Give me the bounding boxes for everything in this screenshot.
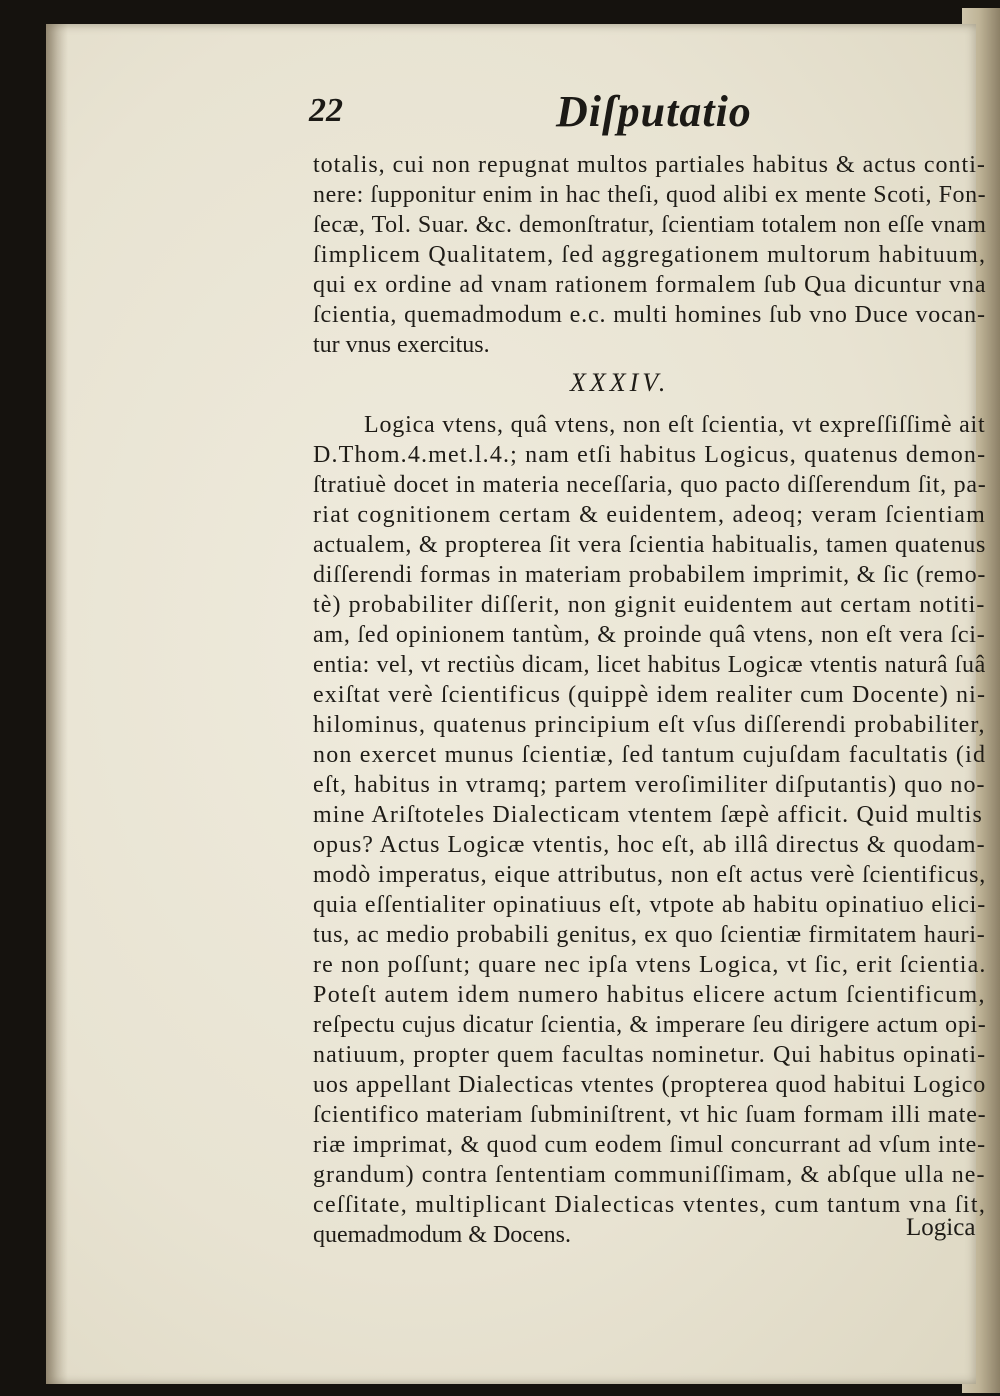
- text-line: am, ſed opinionem tantùm, & proinde quâ vtens, non eſt vera ſci-: [313, 622, 986, 648]
- text-line: actualem, & propterea ſit vera ſcientia habitualis, tamen quatenus: [313, 532, 987, 558]
- catchword: Logica: [906, 1214, 976, 1241]
- text-line: tus, ac medio probabili genitus, ex quo ſcientiæ firmitatem hauri-: [313, 922, 986, 948]
- text-line: ſcientifico materiam ſubminiſtrent, vt hic ſuam formam illi mate-: [313, 1102, 987, 1128]
- text-line: modò imperatus, eique attributus, non eſt actus verè ſcientificus,: [313, 862, 987, 888]
- text-line: D.Thom.4.met.l.4.; nam etſi habitus Logicus, quatenus demon-: [313, 442, 987, 468]
- text-line: natiuum, propter quem facultas nominetur. Qui habitus opinati-: [313, 1042, 987, 1068]
- page-number: 22: [309, 92, 343, 129]
- text-line: tur vnus exercitus.: [313, 332, 490, 358]
- text-line: hilominus, quatenus principium eſt vſus diſſerendi probabiliter,: [313, 712, 986, 738]
- text-line: ſtratiuè docet in materia neceſſaria, quo pacto diſſerendum ſit, pa-: [313, 472, 987, 498]
- text-line: exiſtat verè ſcientificus (quippè idem realiter cum Docente) ni-: [313, 682, 987, 708]
- text-line: qui ex ordine ad vnam rationem formalem ſub Qua dicuntur vna: [313, 272, 987, 298]
- text-line: nere: ſupponitur enim in hac theſi, quod alibi ex mente Scoti, Fon-: [313, 182, 987, 208]
- text-line: ſcientia, quemadmodum e.c. multi homines ſub vno Duce vocan-: [313, 302, 986, 328]
- text-line: re non poſſunt; quare nec ipſa vtens Logica, vt ſic, erit ſcientia.: [313, 952, 987, 978]
- text-line: ſecæ, Tol. Suar. &c. demonſtratur, ſcientiam totalem non eſſe vnam: [313, 212, 987, 238]
- text-line: reſpectu cujus dicatur ſcientia, & imperare ſeu dirigere actum opi-: [313, 1012, 987, 1038]
- section-heading: XXXIV.: [570, 368, 670, 397]
- text-line: eſt, habitus in vtramq; partem veroſimiliter diſputantis) quo no-: [313, 772, 986, 798]
- text-line: riat cognitionem certam & euidentem, adeoq; veram ſcientiam: [313, 502, 987, 528]
- text-line: ſimplicem Qualitatem, ſed aggregationem multorum habituum,: [313, 242, 987, 268]
- text-line: non exercet munus ſcientiæ, ſed tantum cujuſdam facultatis (id: [313, 742, 987, 768]
- text-line: diſſerendi formas in materiam probabilem imprimit, & ſic (remo-: [313, 562, 987, 588]
- running-title: Diſputatio: [556, 87, 752, 136]
- text-line: Logica vtens, quâ vtens, non eſt ſcientia, vt expreſſiſſimè ait: [364, 412, 986, 438]
- text-line: riæ imprimat, & quod cum eodem ſimul concurrant ad vſum inte-: [313, 1132, 986, 1158]
- text-line: entia: vel, vt rectiùs dicam, licet habitus Logicæ vtentis naturâ ſuâ: [313, 652, 986, 678]
- text-line: quemadmodum & Docens.: [313, 1222, 571, 1248]
- text-line: uos appellant Dialecticas vtentes (propterea quod habitui Logico: [313, 1072, 987, 1098]
- text-line: tè) probabiliter diſſerit, non gignit euidentem aut certam notiti-: [313, 592, 986, 618]
- text-line: Poteſt autem idem numero habitus elicere actum ſcientificum,: [313, 982, 986, 1008]
- text-line: quia eſſentialiter opinatiuus eſt, vtpote ab habitu opinatiuo elici-: [313, 892, 987, 918]
- text-line: grandum) contra ſententiam communiſſimam, & abſque ulla ne-: [313, 1162, 986, 1188]
- text-line: opus? Actus Logicæ vtentis, hoc eſt, ab illâ directus & quodam-: [313, 832, 986, 858]
- text-line: ceſſitate, multiplicant Dialecticas vtentes, cum tantum vna ſit,: [313, 1192, 987, 1218]
- text-line: totalis, cui non repugnat multos partiales habitus & actus conti-: [313, 152, 986, 178]
- text-line: mine Ariſtoteles Dialecticam vtentem ſæpè afficit. Quid multis: [313, 802, 983, 828]
